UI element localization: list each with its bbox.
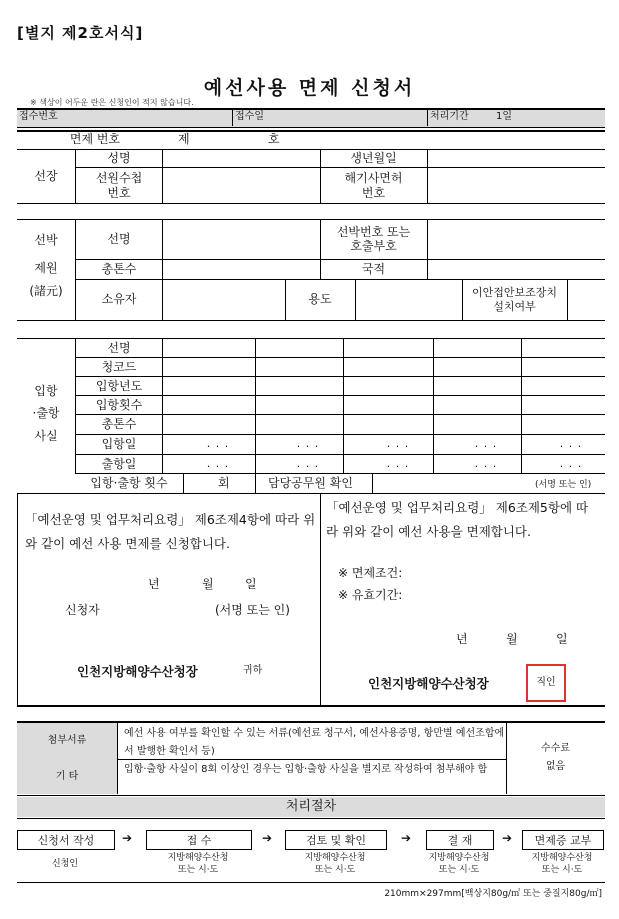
actor-applicant: 신청인: [51, 859, 79, 869]
departure-date-2: . . .: [296, 457, 320, 471]
approval-year: 년: [456, 632, 468, 646]
step-issue: 면제증 교부: [522, 830, 604, 850]
arrival-date-3: . . .: [386, 437, 410, 451]
step-approval: 결 재: [426, 830, 494, 850]
ship-section-3: (諸元): [29, 283, 63, 298]
official-seal: 직인: [526, 664, 566, 702]
portcall-row-label: 입항일: [101, 436, 137, 451]
actor-receipt: 지방해양수산청 또는 시·도: [167, 853, 229, 876]
form-number: [별지 제2호서식]: [17, 24, 144, 42]
arrival-date-4: . . .: [474, 437, 498, 451]
arrival-date-5: . . .: [559, 437, 583, 451]
captain-license-label: 해기사면허 번호: [344, 171, 403, 200]
application-text: 「예선운영 및 업무처리요령」 제6조제4항에 따라 위와 같이 예선 사용 면제를 신청합니다.: [25, 512, 316, 551]
ship-section-2: 제원: [34, 260, 58, 275]
actor-review: 지방해양수산청 또는 시·도: [304, 853, 366, 876]
exemption-label: 면제 번호: [69, 132, 121, 147]
actor-approval: 지방해양수산청 또는 시·도: [428, 853, 490, 876]
fee-value: 없음: [545, 761, 566, 772]
portcall-row-label: 출항일: [101, 456, 137, 471]
approval-day: 일: [556, 632, 568, 646]
portcall-row-label: 청코드: [101, 359, 137, 374]
receipt-row: [17, 108, 605, 128]
arrival-date-1: . . .: [206, 437, 230, 451]
arrival-date-2: . . .: [296, 437, 320, 451]
attachments-text: 예선 사용 여부를 확인할 수 있는 서류(예선료 청구서, 예선사용증명, 항만별 예선조합에서 발행한 확인서 등): [124, 728, 505, 757]
step-receipt: 접 수: [146, 830, 252, 850]
departure-date-1: . . .: [206, 457, 230, 471]
officer-label: 담당공무원 확인: [268, 475, 353, 490]
approval-month: 월: [506, 632, 518, 646]
captain-section: 선장: [34, 168, 58, 183]
exemption-suffix: 호: [268, 132, 280, 147]
portcall-row-label: 총톤수: [101, 416, 137, 431]
officer-sign: (서명 또는 인): [535, 479, 592, 490]
period-value: 1일: [496, 111, 513, 122]
ship-call-label: 선박번호 또는 호출부호: [336, 224, 411, 253]
ship-owner-label: 소유자: [101, 292, 137, 307]
step-review: 검토 및 확인: [285, 830, 387, 850]
portcall-section-3: 사실: [34, 428, 58, 443]
exemption-prefix: 제: [178, 132, 190, 147]
ship-nation-label: 국적: [361, 261, 386, 276]
addressee: 인천지방해양수산청장: [77, 664, 198, 679]
actor-issue: 지방해양수산청 또는 시·도: [531, 853, 593, 876]
ship-safety-label: 이안접안보조장치 설치여부: [471, 286, 557, 313]
captain-name-label: 성명: [107, 150, 131, 165]
date-year: 년: [148, 577, 160, 591]
paper-spec: 210mm×297mm[백상지80g/㎡ 또는 중질지80g/㎡]: [384, 889, 602, 899]
honorific: 귀하: [243, 665, 263, 676]
receipt-date-label: 접수일: [235, 111, 264, 122]
issuer: 인천지방해양수산청장: [368, 676, 489, 691]
portcall-section-2: ·출항: [32, 405, 60, 420]
ship-section-1: 선박: [34, 232, 58, 247]
captain-cert-label: 선원수첩 번호: [95, 171, 143, 200]
captain-birth-label: 생년월일: [350, 150, 397, 165]
date-month: 월: [202, 577, 214, 591]
page-title: 예선사용 면제 신청서: [203, 77, 416, 99]
applicant-label: 신청자: [65, 603, 100, 617]
validity-label: ※ 유효기간:: [338, 588, 403, 602]
ship-tonnage-label: 총톤수: [101, 261, 137, 276]
step-application: 신청서 작성: [17, 830, 115, 850]
step-arrow: ➔: [401, 831, 412, 845]
etc-text: 입항·출항 사실이 8회 이상인 경우는 입항·출항 사실을 별지로 작성하여 첨부해야 함: [124, 764, 488, 775]
portcall-count-unit: 회: [218, 475, 230, 490]
fee-label: 수수료: [541, 743, 570, 754]
portcall-row-label: 입항년도: [95, 378, 143, 393]
portcall-section-1: 입항: [34, 383, 58, 398]
departure-date-4: . . .: [474, 457, 498, 471]
applicant-sign: (서명 또는 인): [215, 603, 290, 617]
period-label: 처리기간: [430, 111, 469, 122]
procedure-title: 처리절차: [17, 797, 605, 817]
departure-date-3: . . .: [386, 457, 410, 471]
step-arrow: ➔: [502, 831, 513, 845]
step-arrow: ➔: [122, 831, 133, 845]
receipt-no-label: 접수번호: [19, 111, 58, 122]
departure-date-5: . . .: [559, 457, 583, 471]
etc-label: 기 타: [55, 770, 79, 782]
condition-label: ※ 면제조건:: [338, 566, 403, 580]
step-arrow: ➔: [262, 831, 273, 845]
ship-use-label: 용도: [308, 292, 332, 307]
approval-text: 「예선운영 및 업무처리요령」 제6조제5항에 따라 위와 같이 예선 사용을 면제합니다.: [326, 500, 589, 539]
shade-note: ※ 색상이 어두운 란은 신청인이 적지 않습니다.: [30, 98, 194, 107]
attachments-label: 첨부서류: [47, 735, 87, 746]
portcall-row-label: 선명: [107, 340, 131, 355]
ship-name-label: 선명: [107, 231, 131, 246]
portcall-count-label: 입항·출항 횟수: [90, 475, 168, 490]
date-day: 일: [245, 577, 257, 591]
portcall-row-label: 입항횟수: [95, 397, 143, 412]
